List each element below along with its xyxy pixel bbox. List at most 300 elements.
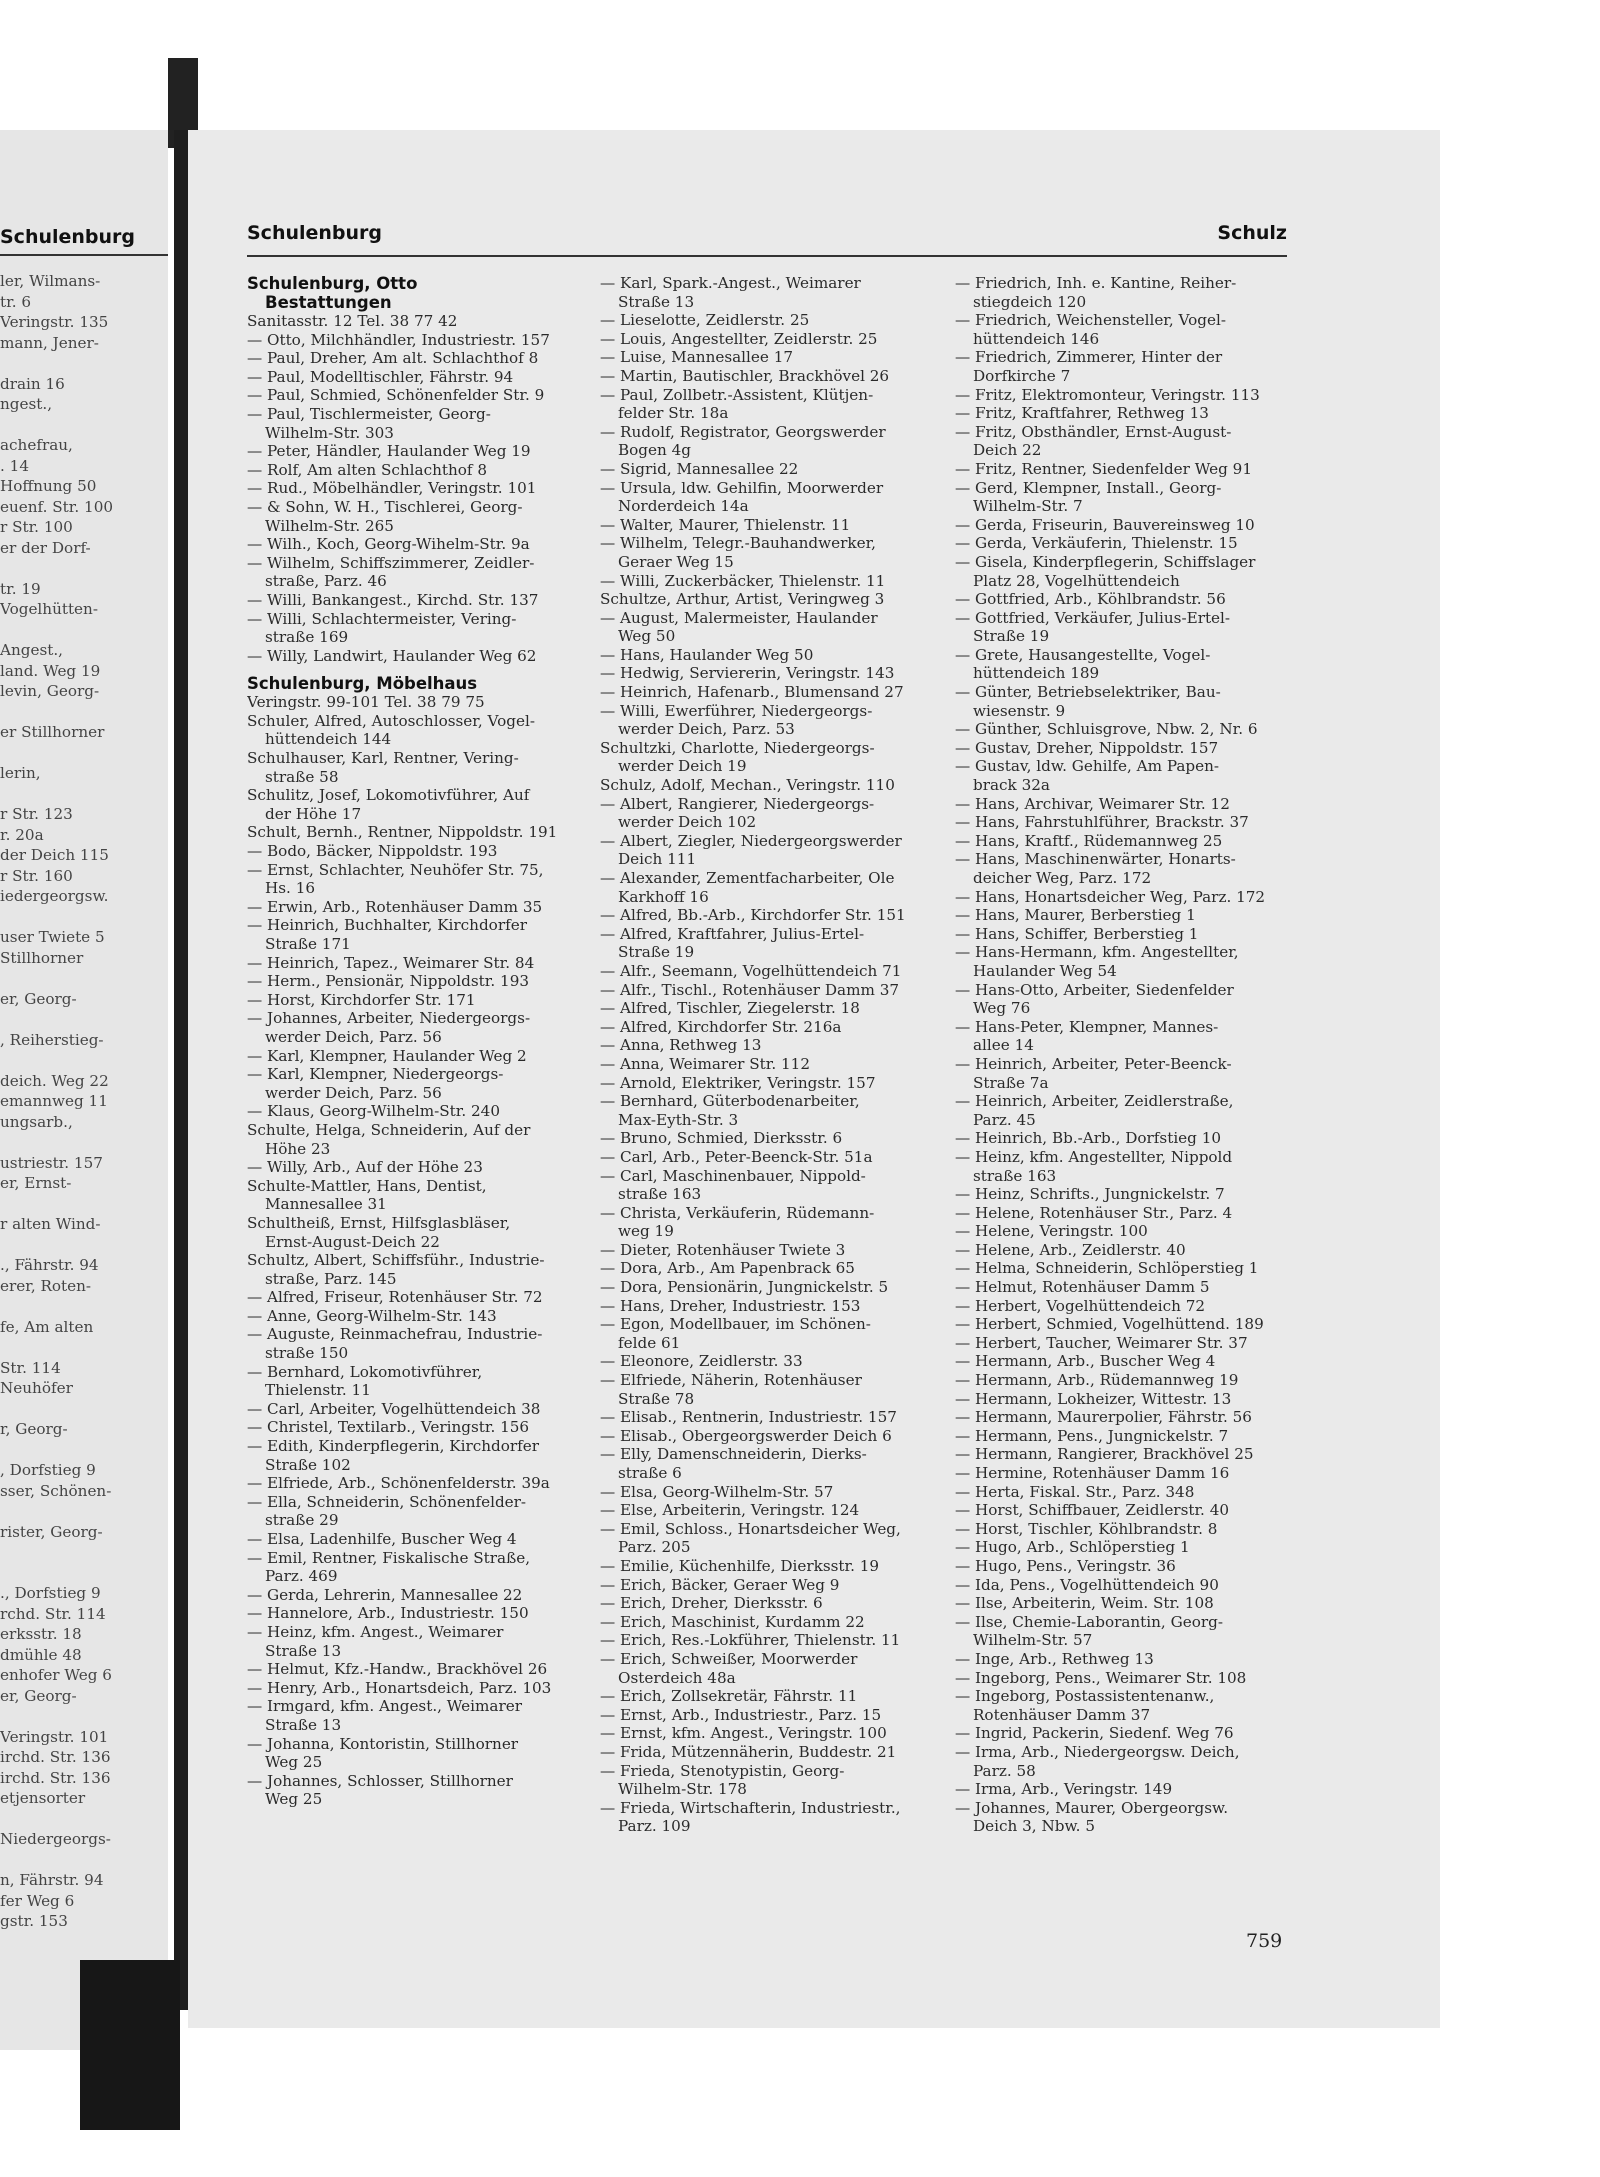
entry-line: Straße 78: [618, 1389, 695, 1408]
entry-line: Parz. 45: [973, 1110, 1036, 1129]
directory-entry: [955, 1594, 1287, 1613]
entry-line: — Elisab., Rentnerin, Industriestr. 157: [600, 1408, 897, 1427]
directory-entry: [247, 405, 577, 442]
directory-entry: [600, 330, 930, 349]
entry-line: Dorfkirche 7: [973, 366, 1071, 385]
entry-line: — Gustav, Dreher, Nippoldstr. 157: [955, 738, 1219, 757]
entry-line: — Ingrid, Packerin, Siedenf. Weg 76: [955, 1724, 1234, 1743]
entry-line: — Frida, Mützennäherin, Buddestr. 21: [600, 1742, 897, 1761]
directory-entry: [247, 1121, 577, 1158]
entry-line: — Horst, Schiffbauer, Zeidlerstr. 40: [955, 1501, 1230, 1520]
directory-entry: [247, 1102, 577, 1121]
previous-page-line: r Str. 100: [0, 518, 73, 536]
entry-line: — Hermine, Rotenhäuser Damm 16: [955, 1464, 1230, 1482]
entry-line: — Johannes, Arbeiter, Niedergeorgs-: [247, 1009, 531, 1028]
entry-line: Schulenburg, Otto: [247, 274, 418, 293]
entry-line: — Alfred, Kirchdorfer Str. 216a: [600, 1017, 842, 1036]
entry-line: — Ella, Schneiderin, Schönenfelder-: [247, 1492, 527, 1511]
directory-entry: [247, 1288, 577, 1307]
entry-line: — Hermann, Rangierer, Brackhövel 25: [955, 1445, 1254, 1464]
previous-page-line: Vogelhütten-: [0, 600, 98, 618]
directory-entry: [247, 368, 577, 387]
directory-entry: [600, 1613, 930, 1632]
entry-line: — Irmgard, kfm. Angest., Weimarer: [247, 1697, 522, 1716]
directory-entry: [247, 1474, 577, 1493]
directory-entry: [600, 572, 930, 591]
directory-entry: [247, 1660, 577, 1679]
entry-line: — Hermann, Lokheizer, Wittestr. 13: [955, 1389, 1232, 1408]
directory-entry: [955, 1055, 1287, 1092]
directory-entry: [955, 739, 1287, 758]
previous-page-line: irchd. Str. 136: [0, 1768, 111, 1787]
entry-line: — Gustav, ldw. Gehilfe, Am Papen-: [955, 757, 1220, 776]
directory-entry: [955, 1576, 1287, 1595]
entry-line: der Höhe 17: [265, 804, 362, 823]
entry-line: hüttendeich 189: [973, 664, 1100, 683]
entry-line: — Alfr., Tischl., Rotenhäuser Damm 37: [600, 980, 900, 999]
business-listing: [247, 674, 577, 693]
entry-line: — Bodo, Bäcker, Nippoldstr. 193: [247, 842, 498, 861]
entry-line: — Helmut, Rotenhäuser Damm 5: [955, 1278, 1210, 1297]
entry-line: — Elisab., Obergeorgswerder Deich 6: [600, 1426, 892, 1445]
previous-page-line: erksstr. 18: [0, 1625, 82, 1643]
directory-entry: [600, 664, 930, 683]
directory-entry: [955, 1092, 1287, 1129]
entry-line: — Friedrich, Zimmerer, Hinter der: [955, 348, 1223, 367]
directory-entry: [247, 610, 577, 647]
directory-entry: [955, 1148, 1287, 1185]
previous-page-line: fe, Am alten: [0, 1317, 94, 1336]
entry-line: — Willi, Ewerführer, Niedergeorgs-: [600, 701, 873, 720]
entry-line: — Paul, Tischlermeister, Georg-: [247, 404, 491, 423]
previous-page-line: r alten Wind-: [0, 1215, 101, 1233]
entry-line: — Helene, Rotenhäuser Str., Parz. 4: [955, 1203, 1233, 1222]
directory-entry: [247, 1400, 577, 1419]
entry-line: — Helene, Veringstr. 100: [955, 1222, 1148, 1241]
entry-line: — Helene, Arb., Zeidlerstr. 40: [955, 1240, 1186, 1259]
entry-line: straße 150: [265, 1344, 349, 1363]
directory-entry: [247, 1679, 577, 1698]
entry-line: — Ernst, kfm. Angest., Veringstr. 100: [600, 1724, 887, 1743]
entry-line: Schultzki, Charlotte, Niedergeorgs-: [600, 738, 875, 757]
entry-line: Straße 13: [265, 1715, 342, 1734]
directory-entry: [247, 861, 577, 898]
entry-line: — Fritz, Obsthändler, Ernst-August-: [955, 422, 1232, 441]
entry-line: — Hermann, Arb., Buscher Weg 4: [955, 1352, 1216, 1371]
entry-line: — Johanna, Kontoristin, Stillhorner: [247, 1734, 519, 1753]
directory-entry: [955, 925, 1287, 944]
header-rule: [247, 255, 1287, 257]
previous-page-line: land. Weg 19: [0, 661, 101, 680]
running-header: [247, 222, 1287, 252]
entry-line: — Christel, Textilarb., Veringstr. 156: [247, 1418, 530, 1437]
entry-line: — Helmut, Kfz.-Handw., Brackhövel 26: [247, 1660, 548, 1679]
previous-page-line: Veringstr. 135: [0, 313, 109, 331]
entry-line: — Frieda, Stenotypistin, Georg-: [600, 1761, 845, 1780]
previous-page-line: Angest.,: [0, 641, 64, 659]
directory-entry: [600, 1594, 930, 1613]
entry-line: — Erich, Schweißer, Moorwerder: [600, 1649, 858, 1668]
entry-line: — Elly, Damenschneiderin, Dierks-: [600, 1445, 867, 1464]
previous-page-line: ungsarb.,: [0, 1112, 73, 1131]
entry-line: brack 32a: [973, 776, 1050, 795]
entry-line: Hs. 16: [265, 879, 316, 898]
directory-entry: [600, 1352, 930, 1371]
directory-entry: [600, 683, 930, 702]
previous-page-line: deich. Weg 22: [0, 1071, 109, 1090]
directory-entry: [600, 311, 930, 330]
entry-line: — Herm., Pensionär, Nippoldstr. 193: [247, 972, 530, 991]
entry-line: — Martin, Bautischler, Brackhövel 26: [600, 366, 890, 385]
entry-line: — Hans, Kraftf., Rüdemannweg 25: [955, 831, 1223, 850]
directory-entry: [955, 813, 1287, 832]
entry-line: — & Sohn, W. H., Tischlerei, Georg-: [247, 497, 523, 516]
section-gap: [247, 665, 577, 674]
directory-entry: [955, 1669, 1287, 1688]
previous-page-line: [0, 1440, 168, 1461]
entry-line: — Elfriede, Näherin, Rotenhäuser: [600, 1371, 862, 1390]
directory-entry: [600, 1259, 930, 1278]
directory-entry: [247, 1158, 577, 1177]
binding-shadow-bottom: [80, 1960, 180, 2130]
previous-page-line: Veringstr. 101: [0, 1727, 109, 1746]
previous-page-line: rchd. Str. 114: [0, 1604, 106, 1623]
directory-entry: [955, 1297, 1287, 1316]
previous-page-line: ., Dorfstieg 9: [0, 1584, 101, 1602]
entry-line: — Alfred, Friseur, Rotenhäuser Str. 72: [247, 1288, 543, 1307]
entry-line: — Elfriede, Arb., Schönenfelderstr. 39a: [247, 1474, 550, 1493]
entry-line: werder Deich, Parz. 56: [265, 1083, 442, 1102]
entry-line: felde 61: [618, 1333, 681, 1352]
entry-line: Mannesallee 31: [265, 1195, 387, 1214]
entry-line: — Carl, Maschinenbauer, Nippold-: [600, 1166, 866, 1185]
directory-entry: [955, 534, 1287, 553]
directory-entry: [247, 1735, 577, 1772]
entry-line: Bogen 4g: [618, 441, 692, 460]
directory-entry: [247, 1009, 577, 1046]
previous-page-line: [0, 1706, 168, 1727]
entry-line: — Hedwig, Serviererin, Veringstr. 143: [600, 664, 895, 683]
entry-line: Veringstr. 99-101 Tel. 38 79 75: [247, 693, 485, 712]
directory-entry: [600, 1297, 930, 1316]
directory-entry: [955, 795, 1287, 814]
entry-line: — Wilhelm, Schiffszimmerer, Zeidler-: [247, 553, 535, 572]
entry-line: — Hans-Hermann, kfm. Angestellter,: [955, 943, 1239, 962]
business-listing: [247, 274, 577, 312]
entry-line: — Herbert, Schmied, Vogelhüttend. 189: [955, 1315, 1264, 1334]
directory-entry: [600, 348, 930, 367]
entry-line: Straße 171: [265, 935, 351, 953]
previous-page-line: [0, 907, 168, 928]
directory-entry: [955, 1780, 1287, 1799]
entry-line: — Erich, Zollsekretär, Fährstr. 11: [600, 1687, 858, 1706]
entry-line: Schuler, Alfred, Autoschlosser, Vogel-: [247, 711, 535, 730]
entry-line: — Frieda, Wirtschafterin, Industriestr.,: [600, 1798, 901, 1817]
directory-entry: [600, 460, 930, 479]
directory-entry: [600, 1036, 930, 1055]
entry-line: straße 163: [618, 1185, 702, 1204]
entry-line: — Hermann, Arb., Rüdemannweg 19: [955, 1371, 1239, 1390]
directory-entry: [955, 404, 1287, 423]
entry-line: deicher Weg, Parz. 172: [973, 869, 1152, 887]
entry-line: Parz. 469: [265, 1567, 338, 1586]
entry-line: — Fritz, Elektromonteur, Veringstr. 113: [955, 385, 1260, 404]
directory-entry: [247, 1307, 577, 1326]
entry-line: Weg 50: [618, 627, 676, 646]
entry-line: — Hermann, Pens., Jungnickelstr. 7: [955, 1426, 1229, 1445]
previous-page-line: , Reiherstieg-: [0, 1030, 104, 1049]
entry-line: — Bernhard, Güterbodenarbeiter,: [600, 1092, 860, 1111]
entry-line: Wilhelm-Str. 178: [618, 1780, 747, 1799]
previous-page-line: , Dorfstieg 9: [0, 1461, 96, 1479]
entry-line: werder Deich, Parz. 53: [618, 720, 795, 739]
entry-line: Rotenhäuser Damm 37: [973, 1705, 1151, 1724]
entry-line: — Johannes, Maurer, Obergeorgsw.: [955, 1798, 1229, 1817]
entry-line: — Willy, Arb., Auf der Höhe 23: [247, 1158, 483, 1177]
entry-line: Ernst-August-Deich 22: [265, 1232, 440, 1251]
entry-line: — Paul, Zollbetr.-Assistent, Klütjen-: [600, 385, 874, 404]
directory-entry: [247, 1586, 577, 1605]
entry-line: — Lieselotte, Zeidlerstr. 25: [600, 311, 810, 330]
directory-entry: [600, 1148, 930, 1167]
entry-line: — Fritz, Rentner, Siedenfelder Weg 91: [955, 459, 1252, 478]
entry-line: — Klaus, Georg-Wilhelm-Str. 240: [247, 1102, 501, 1121]
entry-line: — Heinrich, Hafenarb., Blumensand 27: [600, 683, 904, 702]
header-last-name: Schulz: [1217, 222, 1287, 244]
previous-page-header-rule: [0, 254, 168, 256]
entry-line: — Anna, Weimarer Str. 112: [600, 1054, 811, 1073]
previous-page-line: [0, 558, 168, 579]
entry-line: — Paul, Modelltischler, Fährstr. 94: [247, 367, 514, 386]
entry-line: Parz. 58: [973, 1761, 1036, 1780]
directory-entry: [600, 1278, 930, 1297]
entry-line: — Gerd, Klempner, Install., Georg-: [955, 478, 1222, 497]
previous-page-line: ., Fährstr. 94: [0, 1256, 99, 1274]
directory-entry: [247, 786, 577, 823]
entry-line: straße, Parz. 145: [265, 1269, 397, 1288]
directory-entry: [955, 981, 1287, 1018]
directory-entry: [247, 647, 577, 666]
entry-line: — Albert, Rangierer, Niedergeorgs-: [600, 794, 875, 813]
entry-line: — Ingeborg, Pens., Weimarer Str. 108: [955, 1668, 1247, 1687]
directory-entry: [955, 646, 1287, 683]
previous-page-line: [0, 1809, 168, 1830]
entry-line: Geraer Weg 15: [618, 552, 734, 571]
previous-page-line: der Deich 115: [0, 846, 109, 864]
directory-entry: [600, 1706, 930, 1725]
entry-line: — Heinrich, Bb.-Arb., Dorfstieg 10: [955, 1129, 1222, 1148]
entry-line: — Rudolf, Registrator, Georgswerder: [600, 422, 886, 441]
previous-page-line: [0, 1337, 168, 1358]
directory-entry: [600, 1799, 930, 1836]
entry-line: Schulitz, Josef, Lokomotivführer, Auf: [247, 786, 530, 805]
entry-line: — Horst, Tischler, Köhlbrandstr. 8: [955, 1519, 1218, 1538]
entry-line: wiesenstr. 9: [973, 701, 1066, 720]
directory-column-3: [955, 274, 1287, 1836]
directory-entry: [600, 386, 930, 423]
header-first-name: Schulenburg: [247, 222, 383, 244]
previous-page-line: [0, 1132, 168, 1153]
directory-entry: [600, 516, 930, 535]
directory-entry: [600, 1241, 930, 1260]
previous-page-line: r. 20a: [0, 825, 44, 844]
entry-line: Straße 7a: [973, 1073, 1049, 1092]
entry-line: werder Deich 19: [618, 757, 747, 776]
entry-line: — Rud., Möbelhändler, Veringstr. 101: [247, 479, 537, 498]
directory-entry: [600, 609, 930, 646]
entry-line: — Erich, Res.-Lokführer, Thielenstr. 11: [600, 1631, 901, 1650]
directory-entry: [247, 1697, 577, 1734]
book-spine: [174, 130, 188, 2010]
entry-line: — Paul, Dreher, Am alt. Schlachthof 8: [247, 349, 539, 368]
directory-entry: [955, 1241, 1287, 1260]
directory-entry: [600, 832, 930, 869]
entry-line: — Herta, Fiskal. Str., Parz. 348: [955, 1482, 1195, 1501]
previous-page-line: Neuhöfer: [0, 1379, 73, 1397]
previous-page-line: Niedergeorgs-: [0, 1830, 111, 1848]
entry-line: — Hans, Dreher, Industriestr. 153: [600, 1296, 861, 1315]
previous-page-line: tr. 19: [0, 579, 41, 598]
entry-line: — Hans, Fahrstuhlführer, Brackstr. 37: [955, 813, 1249, 832]
directory-entry: [600, 646, 930, 665]
directory-entry: [247, 554, 577, 591]
entry-line: — Alfred, Tischler, Ziegelerstr. 18: [600, 999, 860, 1018]
previous-page-line: iedergeorgsw.: [0, 887, 109, 905]
entry-line: — Gerda, Friseurin, Bauvereinsweg 10: [955, 515, 1255, 534]
entry-line: — Emil, Rentner, Fiskalische Straße,: [247, 1548, 531, 1567]
entry-line: — Günter, Betriebselektriker, Bau-: [955, 683, 1221, 702]
previous-page-header: Schulenburg: [0, 226, 136, 248]
directory-entry: [955, 1650, 1287, 1669]
entry-line: — August, Malermeister, Haulander: [600, 608, 878, 627]
entry-line: felder Str. 18a: [618, 404, 729, 423]
directory-entry: [247, 442, 577, 461]
directory-entry: [247, 712, 577, 749]
directory-entry: [600, 1018, 930, 1037]
previous-page-line: mann, Jener-: [0, 333, 99, 352]
previous-page-line: drain 16: [0, 374, 65, 393]
entry-line: — Hugo, Pens., Veringstr. 36: [955, 1556, 1176, 1575]
previous-page-line: erer, Roten-: [0, 1276, 92, 1295]
directory-entry: [600, 925, 930, 962]
entry-line: Osterdeich 48a: [618, 1668, 736, 1687]
directory-entry: [600, 869, 930, 906]
previous-page-line: [0, 1296, 168, 1317]
directory-entry: [247, 1549, 577, 1586]
entry-line: Weg 25: [265, 1790, 323, 1809]
previous-page-line: [0, 1850, 168, 1871]
previous-page-line: [0, 1542, 168, 1563]
entry-line: — Hermann, Maurerpolier, Fährstr. 56: [955, 1408, 1252, 1427]
entry-line: Sanitasstr. 12 Tel. 38 77 42: [247, 312, 458, 330]
entry-line: — Fritz, Kraftfahrer, Rethweg 13: [955, 404, 1209, 423]
directory-entry: [247, 1214, 577, 1251]
previous-page-line: irchd. Str. 136: [0, 1748, 111, 1766]
entry-line: — Friedrich, Weichensteller, Vogel-: [955, 311, 1226, 330]
directory-entry: [247, 749, 577, 786]
entry-line: — Albert, Ziegler, Niedergeorgswerder: [600, 831, 902, 850]
entry-line: hüttendeich 144: [265, 730, 392, 749]
entry-line: — Sigrid, Mannesallee 22: [600, 459, 799, 478]
entry-line: — Gisela, Kinderpflegerin, Schiffslager: [955, 552, 1256, 571]
previous-page-line: [0, 743, 168, 764]
directory-entry: [247, 1065, 577, 1102]
entry-line: — Bernhard, Lokomotivführer,: [247, 1362, 483, 1381]
entry-line: — Hans, Haulander Weg 50: [600, 645, 814, 664]
entry-line: — Willi, Schlachtermeister, Vering-: [247, 609, 517, 628]
previous-page-line: emannweg 11: [0, 1092, 108, 1110]
directory-entry: [247, 1177, 577, 1214]
previous-page-line: [0, 1235, 168, 1256]
directory-entry: [247, 479, 577, 498]
directory-entry: [600, 274, 930, 311]
directory-entry: [955, 1371, 1287, 1390]
directory-entry: [247, 591, 577, 610]
entry-line: — Ingeborg, Postassistentenanw.,: [955, 1687, 1215, 1706]
directory-entry: [955, 1408, 1287, 1427]
previous-page-line: fer Weg 6: [0, 1891, 75, 1910]
directory-entry: [955, 274, 1287, 311]
entry-line: straße 6: [618, 1464, 682, 1482]
directory-entry: [955, 1799, 1287, 1836]
directory-entry: [600, 1315, 930, 1352]
directory-entry: [955, 460, 1287, 479]
entry-line: Straße 19: [973, 627, 1050, 646]
entry-line: — Anna, Rethweg 13: [600, 1036, 762, 1055]
previous-page-line: [0, 1050, 168, 1071]
entry-line: Schulenburg, Möbelhaus: [247, 674, 478, 694]
previous-page-line: Str. 114: [0, 1358, 61, 1377]
directory-column-2: [600, 274, 930, 1836]
entry-line: — Hannelore, Arb., Industriestr. 150: [247, 1604, 529, 1623]
directory-entry: [600, 479, 930, 516]
previous-page-line: [0, 1399, 168, 1420]
entry-line: — Grete, Hausangestellte, Vogel-: [955, 645, 1211, 664]
entry-line: — Willy, Landwirt, Haulander Weg 62: [247, 646, 537, 665]
entry-line: — Erich, Maschinist, Kurdamm 22: [600, 1612, 865, 1631]
entry-line: — Heinrich, Tapez., Weimarer Str. 84: [247, 953, 535, 972]
entry-line: straße 58: [265, 767, 339, 786]
directory-entry: [955, 1483, 1287, 1502]
previous-page-line: [0, 1563, 168, 1584]
directory-entry: [955, 943, 1287, 980]
directory-entry: [247, 954, 577, 973]
entry-line: — Heinz, kfm. Angestellter, Nippold: [955, 1147, 1233, 1166]
entry-line: — Alfred, Kraftfahrer, Julius-Ertel-: [600, 924, 865, 943]
directory-entry: [955, 348, 1287, 385]
entry-line: — Willi, Bankangest., Kirchd. Str. 137: [247, 590, 539, 609]
entry-line: — Dieter, Rotenhäuser Twiete 3: [600, 1240, 846, 1259]
entry-line: — Dora, Arb., Am Papenbrack 65: [600, 1259, 855, 1278]
entry-line: Deich 3, Nbw. 5: [973, 1817, 1095, 1836]
previous-page-line: sser, Schönen-: [0, 1481, 112, 1500]
previous-page-line: enhofer Weg 6: [0, 1666, 112, 1684]
entry-line: — Gerda, Lehrerin, Mannesallee 22: [247, 1585, 523, 1604]
directory-entry: [600, 981, 930, 1000]
entry-line: — Emil, Schloss., Honartsdeicher Weg,: [600, 1519, 901, 1538]
entry-line: — Alexander, Zementfacharbeiter, Ole: [600, 869, 895, 887]
entry-line: — Irma, Arb., Veringstr. 149: [955, 1780, 1173, 1799]
directory-entry: [600, 1631, 930, 1650]
entry-line: — Heinz, kfm. Angest., Weimarer: [247, 1622, 504, 1641]
entry-line: — Else, Arbeiterin, Veringstr. 124: [600, 1501, 860, 1520]
previous-page-line: r Str. 123: [0, 805, 73, 823]
previous-page-line: etjensorter: [0, 1789, 86, 1807]
entry-line: — Walter, Maurer, Thielenstr. 11: [600, 515, 851, 534]
entry-line: straße 163: [973, 1166, 1057, 1185]
directory-entry: [247, 1623, 577, 1660]
entry-line: — Friedrich, Inh. e. Kantine, Reiher-: [955, 274, 1237, 292]
